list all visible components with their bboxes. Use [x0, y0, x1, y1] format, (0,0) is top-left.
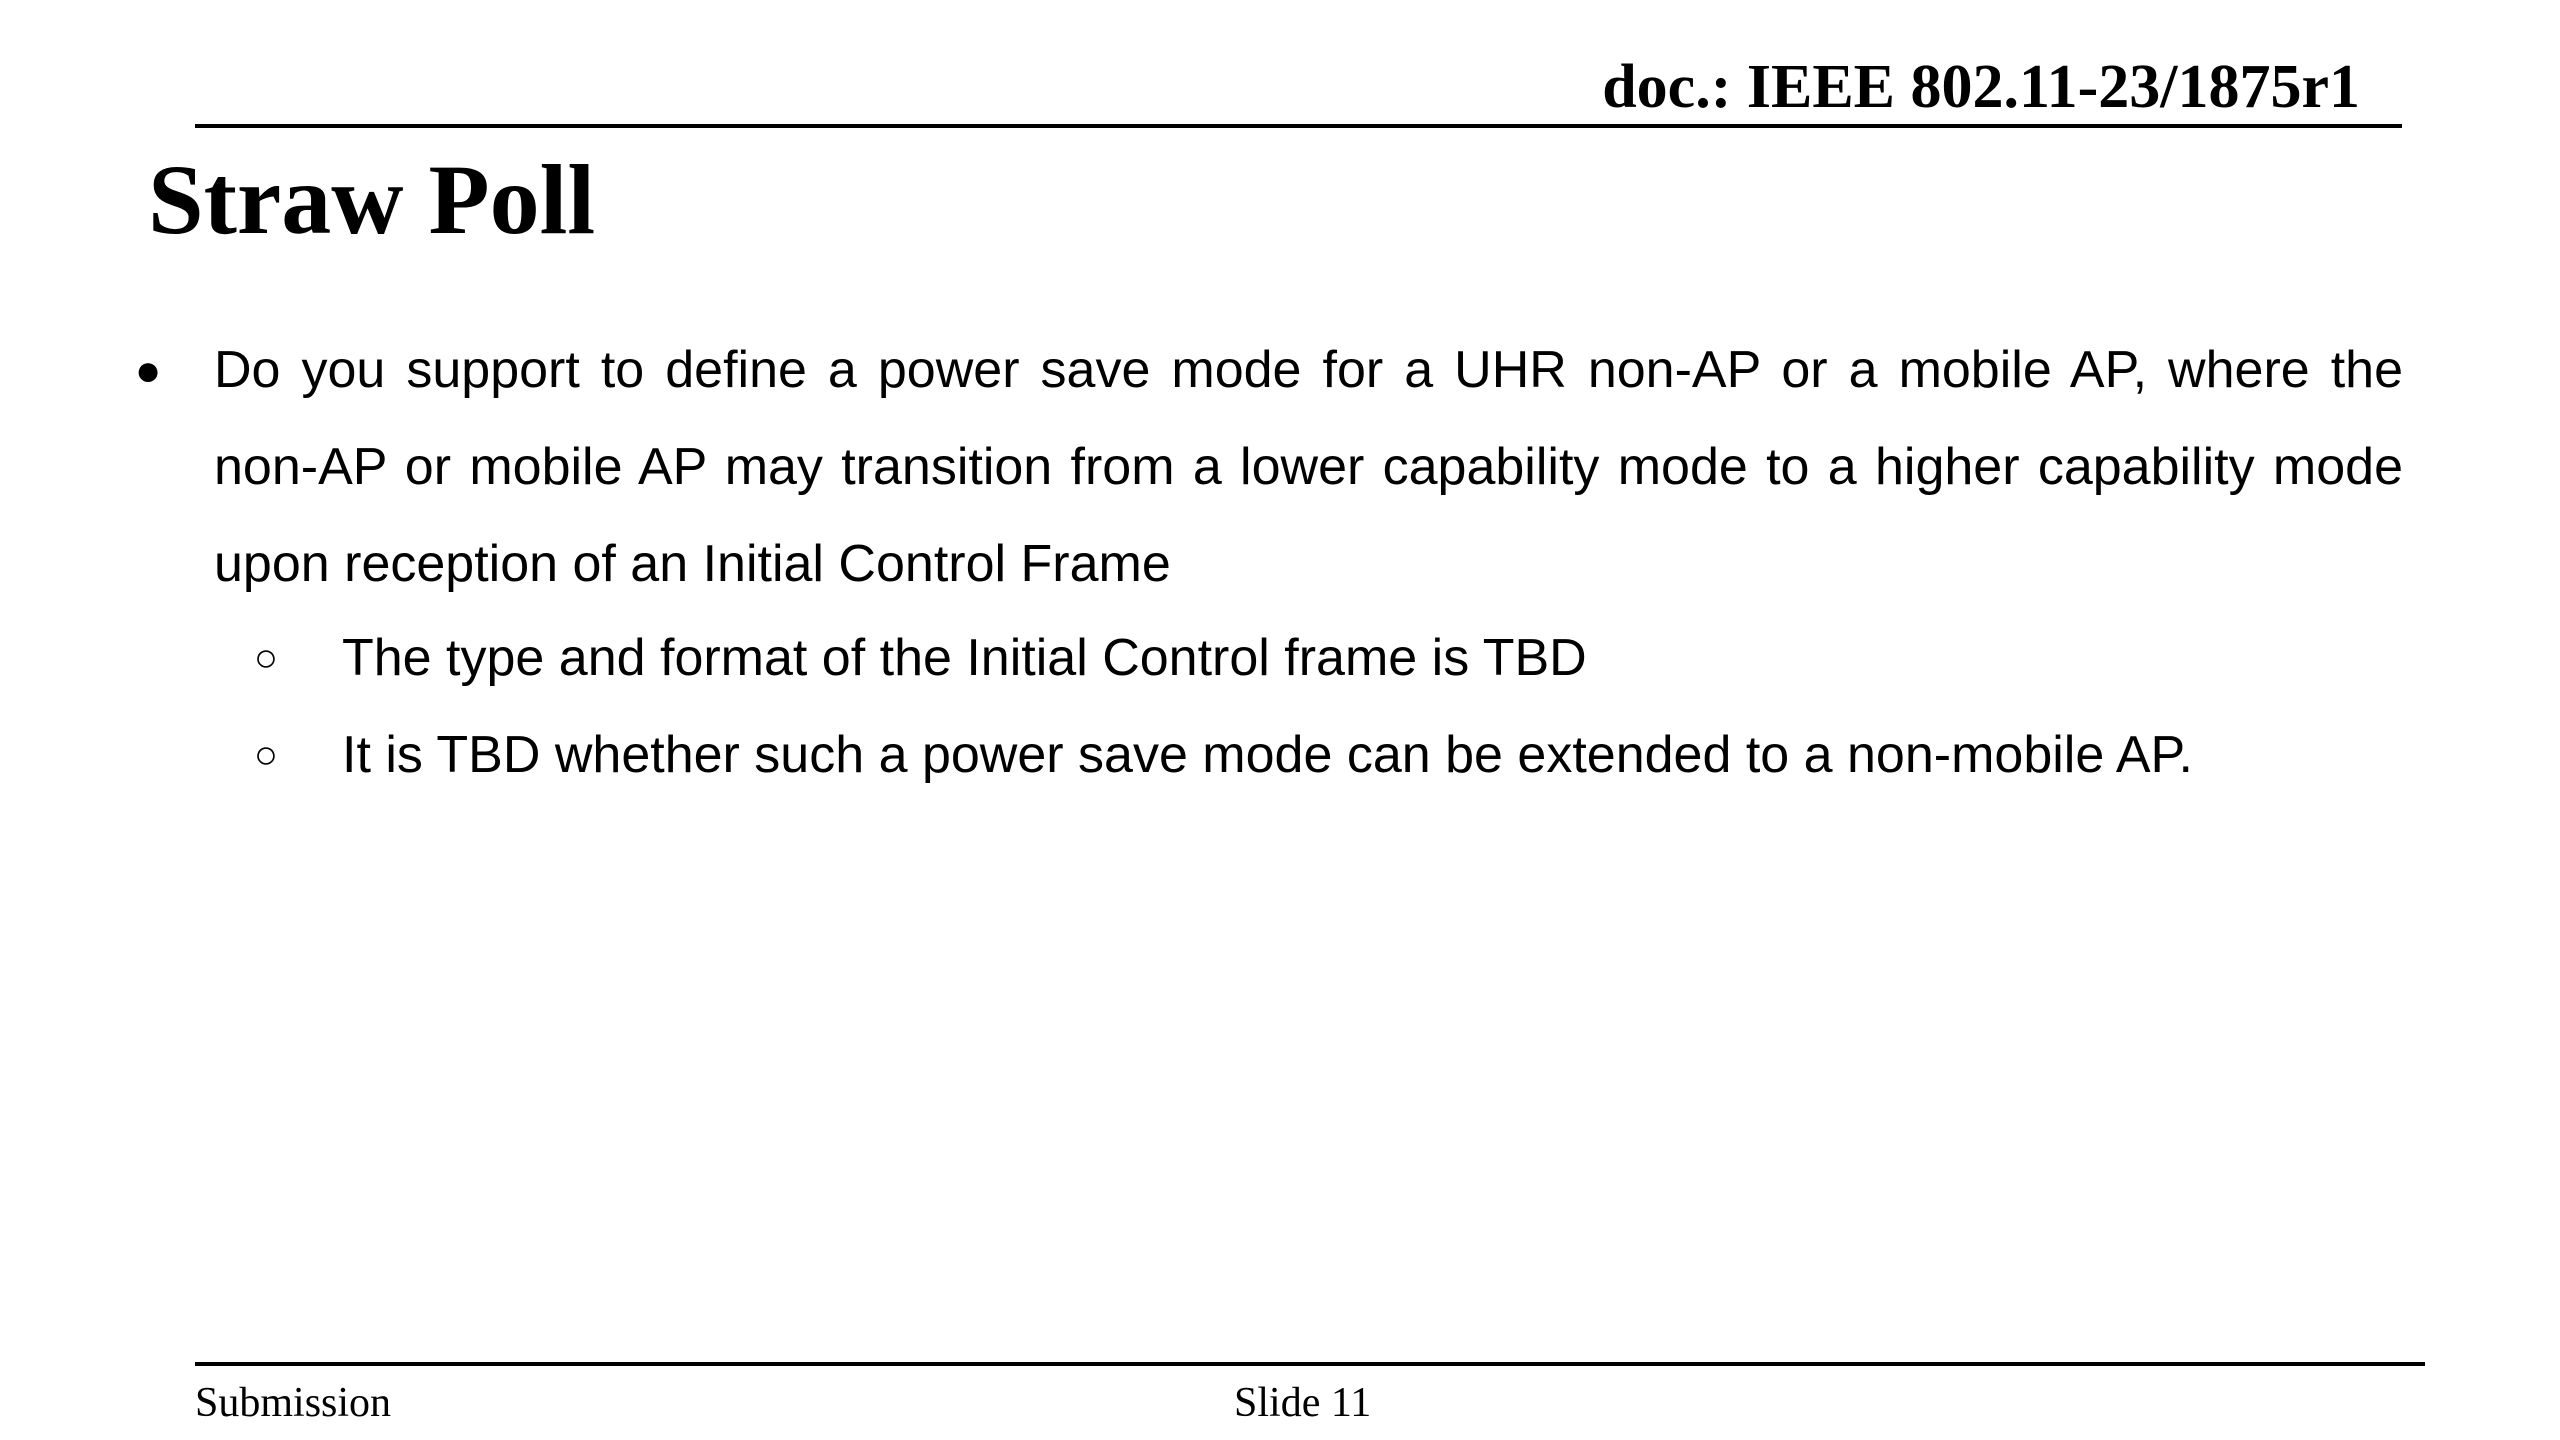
- bullet-item: [118, 322, 2403, 613]
- document-id: doc.: IEEE 802.11-23/1875r1: [1602, 53, 2360, 121]
- footer-submission: Submission: [195, 1380, 392, 1426]
- sub-bullet-item: [246, 707, 2406, 804]
- hollow-circle-bullet-icon: ○: [253, 636, 279, 680]
- slide-title: Straw Poll: [148, 144, 596, 255]
- bullet-dot-icon: ●: [134, 346, 162, 395]
- sub-bullet-text: The type and format of the Initial Control frame is TBD: [342, 629, 1587, 687]
- sub-bullet-list: [246, 610, 2406, 804]
- footer-divider: [195, 1362, 2425, 1366]
- sub-bullet-item: [246, 610, 2406, 707]
- slide-number: Slide 11: [1234, 1380, 1372, 1426]
- bullet-text: Do you support to define a power save mode for a UHR non-AP or a mobile AP, where the non-AP or mobile AP may transition from a lower capability mode to a higher capability mode upon reception of an Initial Control Frame: [214, 341, 2403, 593]
- header-divider: [195, 124, 2402, 128]
- hollow-circle-bullet-icon: ○: [253, 733, 279, 777]
- sub-bullet-text: It is TBD whether such a power save mode can be extended to a non-mobile AP.: [342, 726, 2193, 784]
